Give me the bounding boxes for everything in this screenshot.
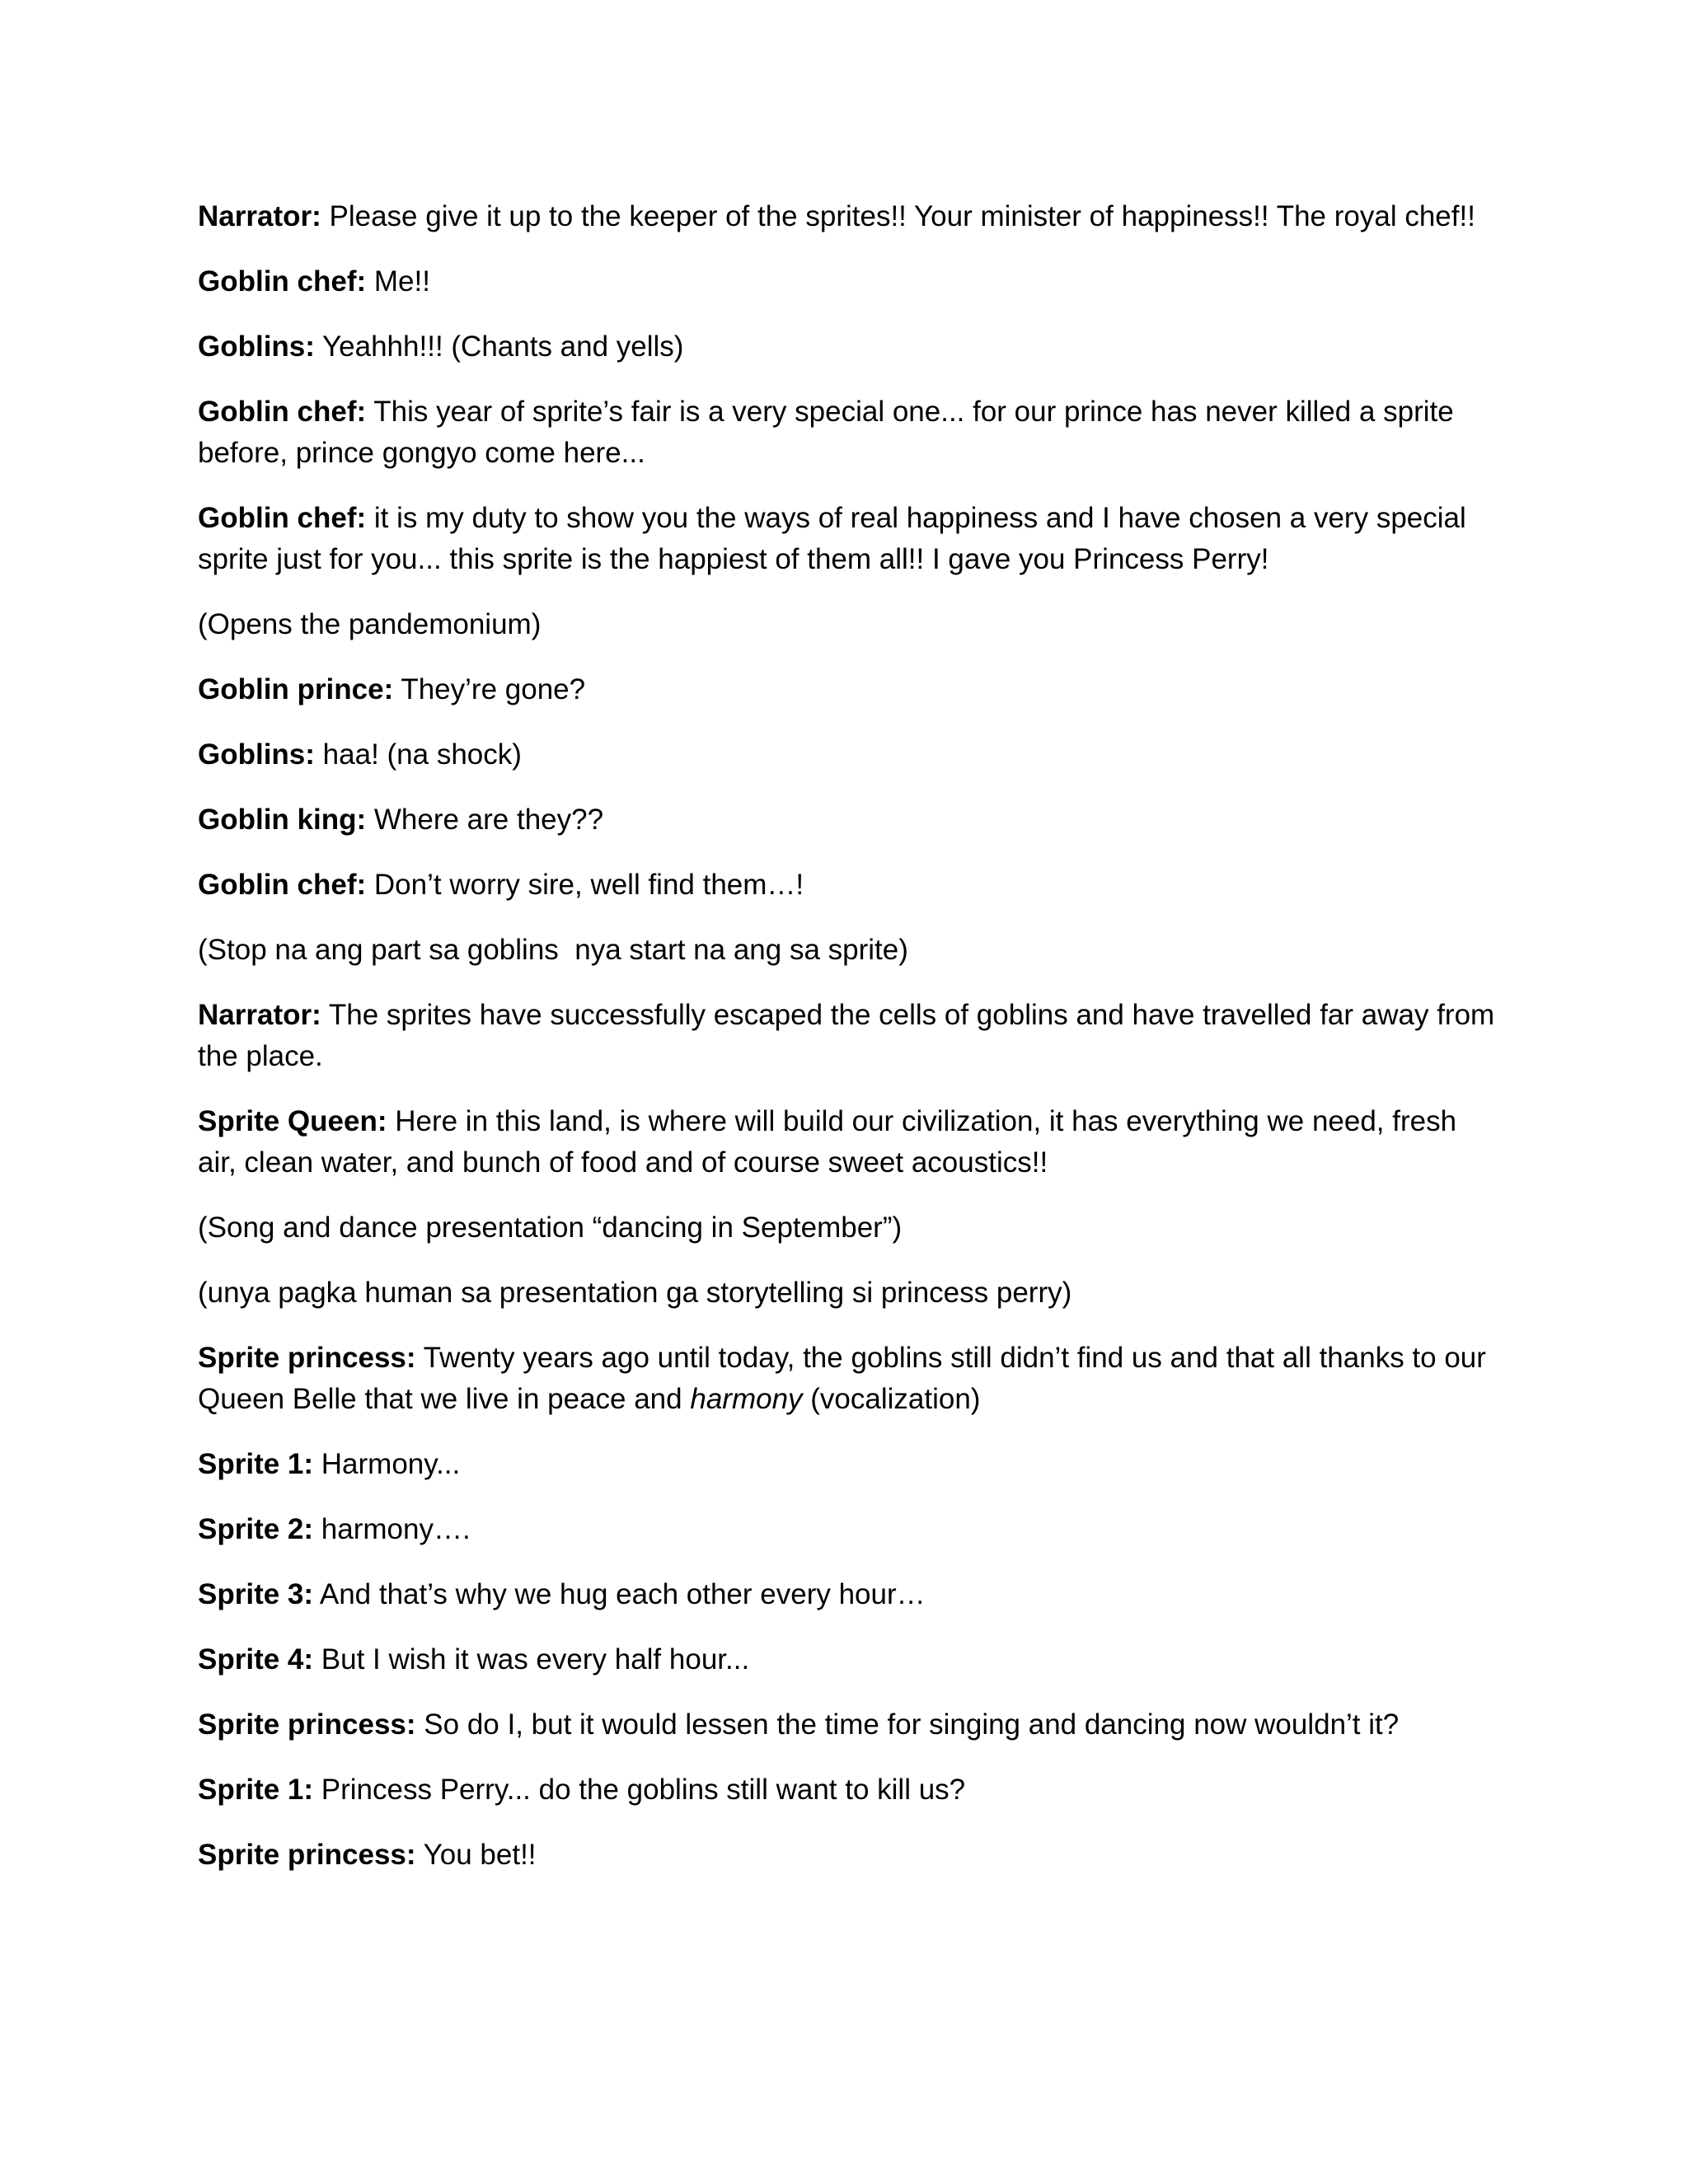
script-line [198, 261, 1500, 302]
speaker-name: Goblin chef: [198, 869, 367, 901]
dialogue-text: They’re gone? [401, 673, 586, 705]
stage-direction [198, 1207, 1500, 1249]
script-line [198, 1835, 1500, 1876]
stage-direction-text: (Stop na ang part sa goblins nya start na ang sa sprite) [198, 934, 908, 966]
script-line [198, 734, 1500, 776]
speaker-name: Goblin chef: [198, 502, 367, 534]
script-line [198, 1704, 1500, 1746]
dialogue-text: But I wish it was every half hour... [321, 1643, 750, 1675]
stage-direction [198, 1272, 1500, 1314]
dialogue-text: haa! (na shock) [322, 738, 522, 771]
script-line [198, 1574, 1500, 1615]
script-line [198, 196, 1500, 237]
script-line [198, 498, 1500, 580]
speaker-name: Sprite princess: [198, 1708, 416, 1741]
dialogue-text: You bet!! [423, 1839, 537, 1871]
speaker-name: Sprite princess: [198, 1342, 416, 1374]
speaker-name: Sprite 4: [198, 1643, 314, 1675]
dialogue-text: Yeahhh!!! (Chants and yells) [322, 330, 684, 363]
stage-direction-text: (Song and dance presentation “dancing in September”) [198, 1212, 903, 1244]
script-line [198, 995, 1500, 1077]
dialogue-text: And that’s why we hug each other every hour… [319, 1578, 926, 1610]
speaker-name: Sprite 2: [198, 1513, 314, 1545]
dialogue-text: So do I, but it would lessen the time for singing and dancing now wouldn’t it? [424, 1708, 1400, 1741]
dialogue-text: harmony…. [321, 1513, 471, 1545]
script-line [198, 865, 1500, 906]
speaker-name: Sprite princess: [198, 1839, 416, 1871]
speaker-name: Goblins: [198, 330, 315, 363]
speaker-name: Narrator: [198, 999, 321, 1031]
speaker-name: Sprite Queen: [198, 1105, 387, 1137]
stage-direction-text: (unya pagka human sa presentation ga storytelling si princess perry) [198, 1277, 1072, 1309]
script-line [198, 391, 1500, 474]
dialogue-text: Here in this land, is where will build our civilization, it has everything we need, fresh air, clean water, and bunch of food and of course sweet acoustics!! [198, 1105, 1457, 1179]
script-line [198, 1509, 1500, 1550]
script-line [198, 799, 1500, 841]
speaker-name: Goblin chef: [198, 265, 367, 298]
dialogue-text: Please give it up to the keeper of the sprites!! Your minister of happiness!! The royal chef!! [329, 200, 1475, 232]
dialogue-text: The sprites have successfully escaped the cells of goblins and have travelled far away from the place. [198, 999, 1495, 1072]
script-line [198, 669, 1500, 710]
speaker-name: Goblin chef: [198, 396, 367, 428]
script-line [198, 1639, 1500, 1680]
script-line [198, 1444, 1500, 1485]
script-body [198, 196, 1500, 1900]
emphasis-text: harmony [690, 1383, 803, 1415]
stage-direction [198, 604, 1500, 645]
script-line [198, 1101, 1500, 1183]
stage-direction [198, 930, 1500, 971]
dialogue-text: Princess Perry... do the goblins still want to kill us? [321, 1774, 966, 1806]
script-line [198, 1338, 1500, 1420]
dialogue-text: it is my duty to show you the ways of real happiness and I have chosen a very special sprite just for you... this sprite is the happiest of them all!! I gave you Princess Perry! [198, 502, 1466, 575]
dialogue-text: Don’t worry sire, well find them…! [373, 869, 804, 901]
script-line [198, 1769, 1500, 1811]
dialogue-text: Where are they?? [373, 804, 604, 836]
stage-direction-text: (Opens the pandemonium) [198, 608, 542, 640]
speaker-name: Sprite 3: [198, 1578, 314, 1610]
speaker-name: Narrator: [198, 200, 321, 232]
speaker-name: Sprite 1: [198, 1774, 314, 1806]
dialogue-text: Me!! [373, 265, 430, 298]
dialogue-tail: (vocalization) [810, 1383, 981, 1415]
script-line [198, 326, 1500, 368]
speaker-name: Goblin prince: [198, 673, 394, 705]
dialogue-text: Twenty years ago until today, the goblins still didn’t find us and that all thanks to our Queen Belle that we live in peace and [198, 1342, 1486, 1415]
speaker-name: Goblins: [198, 738, 315, 771]
dialogue-text: Harmony... [321, 1448, 461, 1480]
speaker-name: Sprite 1: [198, 1448, 314, 1480]
speaker-name: Goblin king: [198, 804, 367, 836]
dialogue-text: This year of sprite’s fair is a very special one... for our prince has never killed a sprite before, prince gongyo come here... [198, 396, 1454, 469]
